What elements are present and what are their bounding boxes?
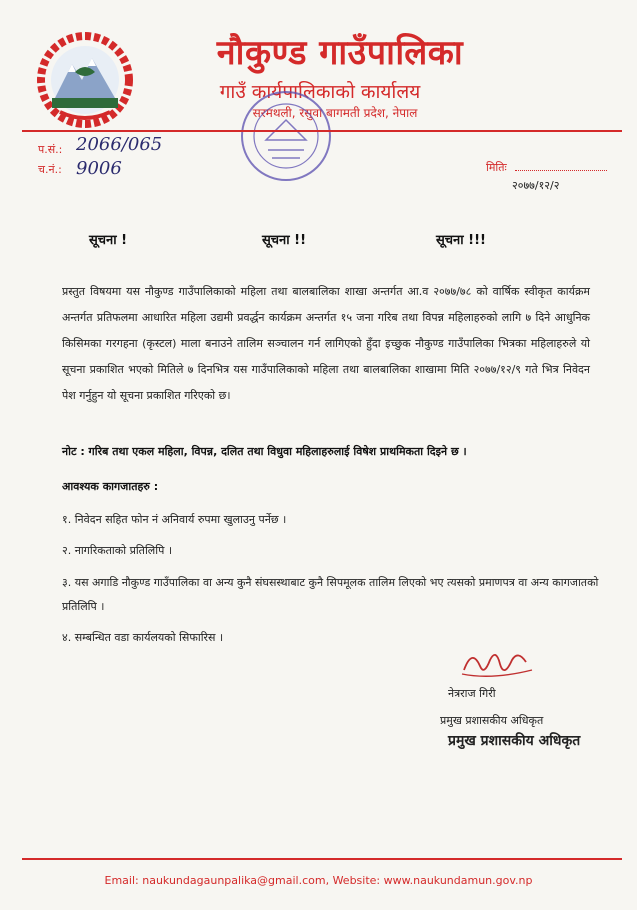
document-item: २. नागरिकताको प्रतिलिपि । [62, 544, 173, 557]
document-item: १. निवेदन सहित फोन नं अनिवार्य रुपमा खुलाउनु पर्नेछ । [62, 513, 287, 526]
date-label: मितिः [486, 161, 507, 174]
notice-heading-2: सूचना !! [262, 233, 307, 248]
signer-title-stamp: प्रमुख प्रशासकीय अधिकृत [448, 733, 581, 749]
date-value: २०७७/१२/२ [512, 179, 560, 192]
date-dotted-line [515, 170, 607, 171]
priority-note: नोट : गरिब तथा एकल महिला, विपन्न, दलित तथा विधुवा महिलाहरुलाई विषेश प्राथमिकता दिइने छ । [62, 445, 467, 458]
signature-icon [458, 646, 538, 680]
office-address: सरमथली, रसुवा बागमती प्रदेश, नेपाल [252, 106, 418, 120]
notice-heading-3: सूचना !!! [436, 233, 486, 248]
footer-divider [22, 858, 622, 860]
chalani-number-label: च.नं.: [38, 163, 62, 176]
notice-paragraph: प्रस्तुत विषयमा यस नौकुण्ड गाउँपालिकाको महिला तथा बालबालिका शाखा अन्तर्गत आ.व २०७७/७८ को वार्षिक स्वीकृत कार्यक्रम अन्तर्गत प्रतिफलमा आधारित महिला उद्यमी प्रवर्द्धन कार्यक्रम अन्तर्गत १५ जना गरिब तथा विपन्न महिलाहरुको लागि ७ दिने आधुनिक किसिमका गरगहना (कृस्टल) माला बनाउने तालिम सञ्चालन गर्न लागिएको हुँदा इच्छुक नौकुण्ड गाउँपालिका भित्रका महिलाहरुले यो सूचना प्रकाशित भएको मितिले ७ दिनभित्र यस गाउँपालिकाको महिला तथा बालबालिका शाखामा मिति २०७७/१२/९ गते भित्र निवेदन पेश गर्नुहुन यो सूचना प्रकाशित गरिएको छ। [62, 285, 590, 402]
office-name: गाउँ कार्यपालिकाको कार्यालय [219, 81, 421, 103]
signer-title: प्रमुख प्रशासकीय अधिकृत [440, 714, 544, 727]
footer-contact: Email: naukundagaunpalika@gmail.com, Website: www.naukundamun.gov.np [104, 874, 533, 887]
required-documents-title: आवश्यक कागजातहरु : [62, 480, 159, 493]
organization-name: नौकुण्ड गाउँपालिका [216, 33, 464, 73]
chalani-number-value: 9006 [76, 158, 122, 179]
government-emblem-icon [30, 28, 140, 128]
signer-name: नेत्रराज गिरी [448, 687, 496, 700]
document-item: ४. सम्बन्धित वडा कार्यलयको सिफारिस । [62, 631, 224, 644]
patra-sankhya-label: प.सं.: [38, 143, 63, 156]
header-divider [22, 130, 622, 132]
document-item: ३. यस अगाडि नौकुण्ड गाउँपालिका वा अन्य कुनै संघसस्थाबाट कुनै सिपमूलक तालिम लिएको भए त्यसको प्रमाणपत्र वा अन्य कागजातको प्रतिलिपि । [62, 576, 599, 613]
notice-heading-1: सूचना ! [89, 233, 128, 248]
patra-sankhya-value: 2066/065 [76, 134, 163, 155]
official-stamp-icon [238, 88, 334, 184]
